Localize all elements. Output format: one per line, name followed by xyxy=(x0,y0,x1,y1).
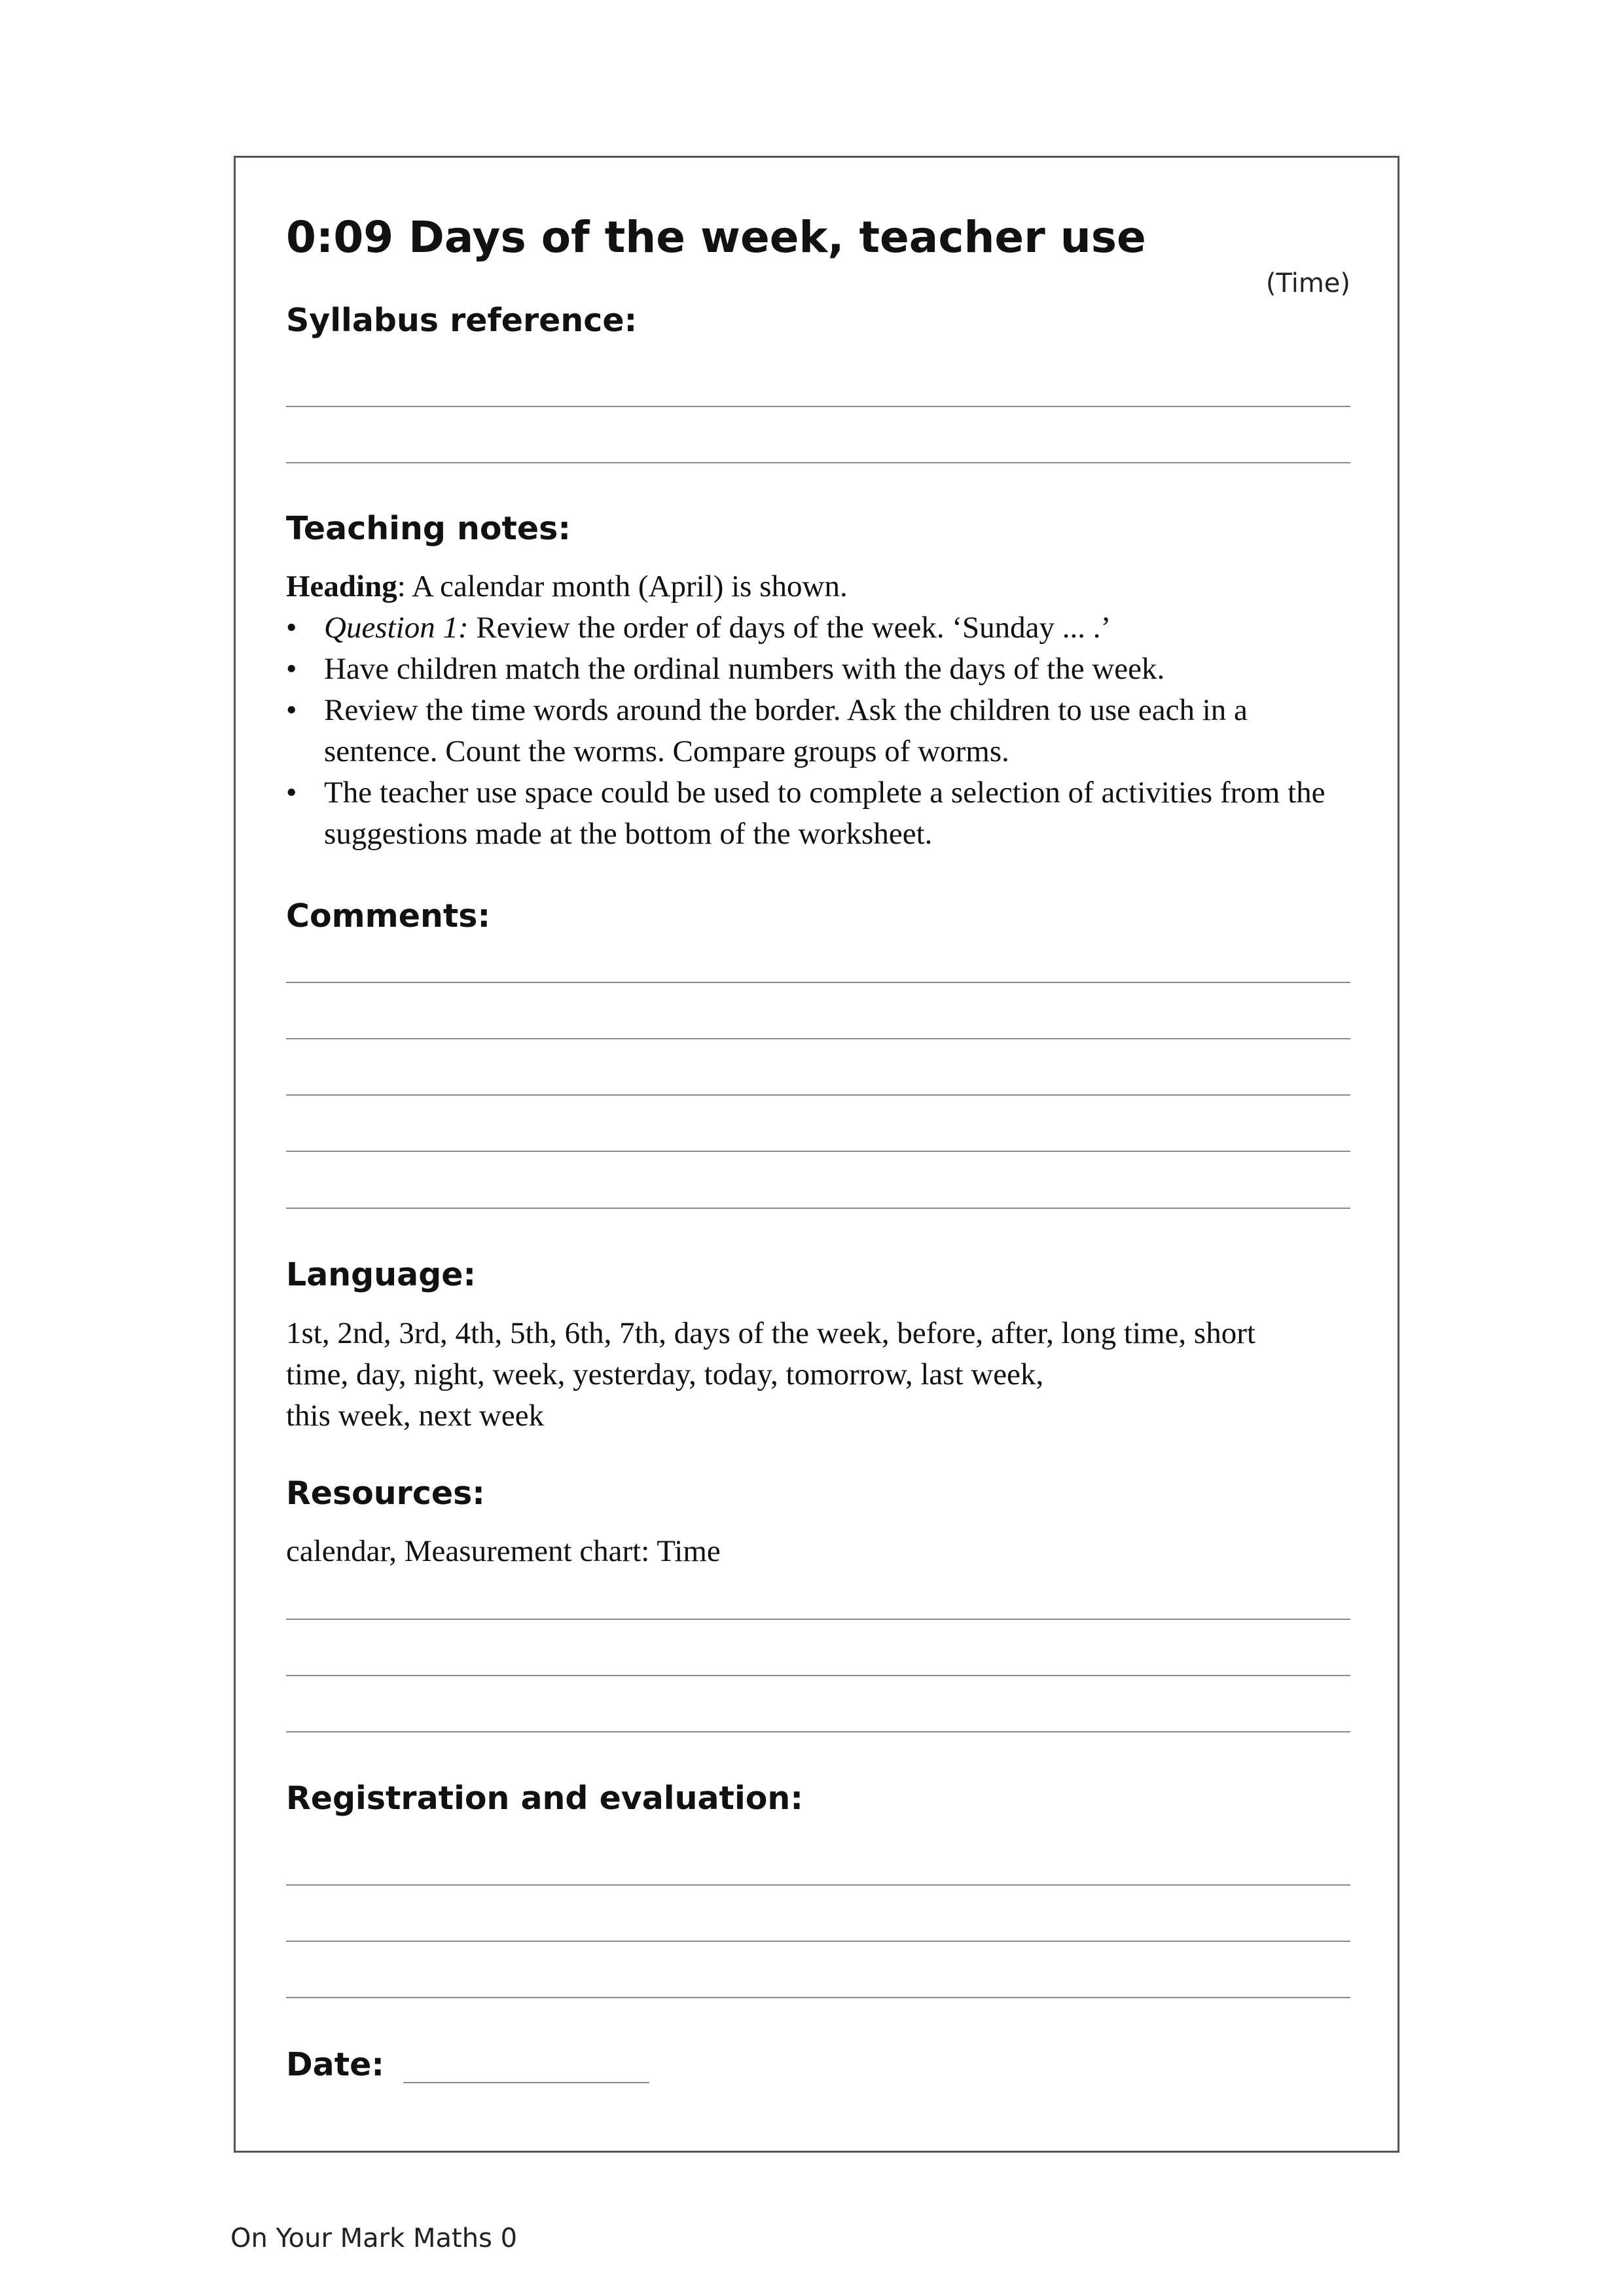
list-item xyxy=(286,690,1360,772)
language-line-1: 1st, 2nd, 3rd, 4th, 5th, 6th, 7th, days of the week, before, after, long time, short xyxy=(286,1316,1255,1350)
language-line-3: this week, next week xyxy=(286,1399,545,1433)
topic-tag: (Time) xyxy=(1265,268,1350,298)
language-heading: Language: xyxy=(286,1256,477,1293)
comments-line-5 xyxy=(286,1208,1350,1209)
resources-text: calendar, Measurement chart: Time xyxy=(286,1534,721,1568)
resources-line-3 xyxy=(286,1731,1350,1732)
teaching-notes-intro-bold: Heading xyxy=(286,569,397,603)
registration-line-2 xyxy=(286,1941,1350,1942)
resources-line-2 xyxy=(286,1675,1350,1676)
teaching-notes-intro xyxy=(286,566,1360,607)
bullet-icon: • xyxy=(286,776,297,810)
list-item xyxy=(286,649,1360,690)
list-item xyxy=(286,607,1360,649)
bullet-icon: • xyxy=(286,652,297,686)
registration-line-1 xyxy=(286,1884,1350,1886)
date-field-line xyxy=(403,2082,649,2083)
comments-line-3 xyxy=(286,1094,1350,1096)
bullet-icon: • xyxy=(286,611,297,645)
teaching-notes-list xyxy=(286,607,1360,855)
list-item-text: The teacher use space could be used to complete a selection of activities from the suggestions made at the bottom of the worksheet. xyxy=(324,776,1326,851)
page-title: 0:09 Days of the week, teacher use xyxy=(286,212,1146,262)
bullet-icon: • xyxy=(286,693,297,727)
registration-line-3 xyxy=(286,1997,1350,1998)
syllabus-heading: Syllabus reference: xyxy=(286,302,638,339)
language-line-2: time, day, night, week, yesterday, today, tomorrow, last week, xyxy=(286,1357,1044,1391)
list-item-italic: Question 1: xyxy=(324,611,469,645)
list-item-text: Have children match the ordinal numbers with the days of the week. xyxy=(324,652,1165,686)
teaching-notes-body xyxy=(286,566,1360,855)
teaching-notes-heading: Teaching notes: xyxy=(286,510,571,547)
syllabus-line-1 xyxy=(286,406,1350,407)
teaching-notes-intro-text: : A calendar month (April) is shown. xyxy=(397,569,848,603)
footer-text: On Your Mark Maths 0 xyxy=(230,2223,518,2253)
comments-line-4 xyxy=(286,1151,1350,1152)
date-label: Date: xyxy=(286,2046,384,2083)
worksheet-frame xyxy=(234,156,1399,2153)
registration-heading: Registration and evaluation: xyxy=(286,1780,803,1817)
resources-body xyxy=(286,1531,1360,1572)
comments-line-2 xyxy=(286,1038,1350,1039)
list-item-text: Review the time words around the border. Ask the children to use each in a sentence. Count the worms. Compare groups of worms. xyxy=(324,693,1248,768)
resources-heading: Resources: xyxy=(286,1475,485,1512)
resources-line-1 xyxy=(286,1619,1350,1620)
list-item-text: Review the order of days of the week. ‘Sunday ... .’ xyxy=(468,611,1111,645)
comments-heading: Comments: xyxy=(286,897,491,935)
list-item xyxy=(286,772,1360,855)
comments-line-1 xyxy=(286,982,1350,983)
language-body xyxy=(286,1313,1360,1437)
syllabus-line-2 xyxy=(286,462,1350,463)
